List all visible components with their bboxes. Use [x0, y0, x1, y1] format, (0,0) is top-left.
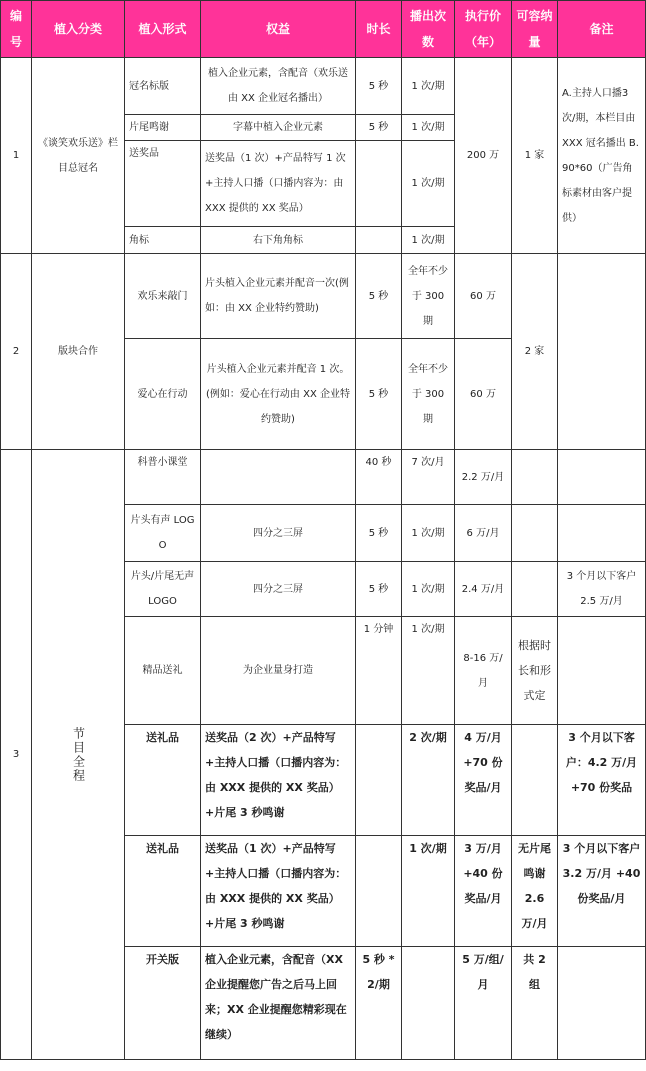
row-capacity [512, 450, 558, 505]
row-notes: 3 个月以下客户 2.5 万/月 [558, 562, 646, 617]
row-duration: 1 分钟 [356, 617, 402, 725]
row-capacity: 无片尾鸣谢 2.6 万/月 [512, 836, 558, 947]
row-notes: 3 个月以下客户：4.2 万/月 +70 份奖品 [558, 725, 646, 836]
header-duration: 时长 [356, 1, 402, 58]
group1-category: 《谈笑欢乐送》栏目总冠名 [32, 58, 125, 254]
row-form: 片头有声 LOGO [125, 505, 201, 562]
row-rights: 片头植入企业元素并配音一次(例如：由 XX 企业特约赞助) [201, 254, 356, 339]
row-airings: 全年不少于 300 期 [402, 254, 455, 339]
row-duration [356, 725, 402, 836]
row-rights: 四分之三屏 [201, 505, 356, 562]
row-price: 5 万/组/月 [455, 947, 512, 1060]
header-notes: 备注 [558, 1, 646, 58]
row-notes [558, 947, 646, 1060]
row-duration [356, 227, 402, 254]
row-form: 片头/片尾无声 LOGO [125, 562, 201, 617]
row-form: 送礼品 [125, 836, 201, 947]
row-rights: 四分之三屏 [201, 562, 356, 617]
row-airings: 7 次/月 [402, 450, 455, 505]
row-form: 冠名标版 [125, 58, 201, 115]
header-no: 编号 [1, 1, 32, 58]
group3-no: 3 [1, 450, 32, 1060]
header-capacity: 可容纳量 [512, 1, 558, 58]
row-form: 欢乐来敲门 [125, 254, 201, 339]
group1-no: 1 [1, 58, 32, 254]
header-row [1, 1, 646, 58]
row-price: 60 万 [455, 339, 512, 450]
row-rights: 片头植入企业元素并配音 1 次。(例如：爱心在行动由 XX 企业特约赞助) [201, 339, 356, 450]
group2-category: 版块合作 [32, 254, 125, 450]
row-capacity [512, 562, 558, 617]
row-rights: 植入企业元素，含配音（欢乐送由 XX 企业冠名播出） [201, 58, 356, 115]
row-price: 2.4 万/月 [455, 562, 512, 617]
row-duration: 40 秒 [356, 450, 402, 505]
row-form: 精品送礼 [125, 617, 201, 725]
row-airings: 1 次/期 [402, 562, 455, 617]
table-row [1, 58, 646, 115]
row-price: 60 万 [455, 254, 512, 339]
group2-notes [558, 254, 646, 450]
row-airings: 1 次/期 [402, 115, 455, 141]
row-duration: 5 秒 [356, 254, 402, 339]
row-airings: 1 次/期 [402, 227, 455, 254]
row-price: 3 万/月 +40 份奖品/月 [455, 836, 512, 947]
row-airings: 1 次/期 [402, 505, 455, 562]
row-airings: 1 次/期 [402, 836, 455, 947]
row-form: 科普小课堂 [125, 450, 201, 505]
table-row [1, 254, 646, 339]
row-notes [558, 505, 646, 562]
row-price: 8-16 万/月 [455, 617, 512, 725]
header-price: 执行价（年） [455, 1, 512, 58]
header-category: 植入分类 [32, 1, 125, 58]
group1-price: 200 万 [455, 58, 512, 254]
row-rights [201, 450, 356, 505]
group1-notes: A.主持人口播3 次/期，本栏目由 XXX 冠名播出 B. 90*60（广告角标素材由客户提供） [558, 58, 646, 254]
row-rights: 字幕中植入企业元素 [201, 115, 356, 141]
row-duration [356, 141, 402, 227]
row-capacity [512, 725, 558, 836]
row-duration: 5 秒 [356, 505, 402, 562]
row-duration: 5 秒 *2/期 [356, 947, 402, 1060]
row-capacity: 根据时长和形式定 [512, 617, 558, 725]
row-duration: 5 秒 [356, 339, 402, 450]
group2-capacity: 2 家 [512, 254, 558, 450]
row-form: 角标 [125, 227, 201, 254]
row-form: 送奖品 [125, 141, 201, 227]
row-capacity: 共 2 组 [512, 947, 558, 1060]
row-rights: 右下角角标 [201, 227, 356, 254]
row-airings: 全年不少于 300 期 [402, 339, 455, 450]
row-duration: 5 秒 [356, 58, 402, 115]
group3-category: 节目全程 [32, 450, 125, 1060]
group2-no: 2 [1, 254, 32, 450]
row-rights: 送奖品（2 次）+产品特写+主持人口播（口播内容为：由 XXX 提供的 XX 奖品）+片尾 3 秒鸣谢 [201, 725, 356, 836]
row-price: 6 万/月 [455, 505, 512, 562]
row-form: 开关版 [125, 947, 201, 1060]
header-airings: 播出次数 [402, 1, 455, 58]
row-notes [558, 450, 646, 505]
row-price: 2.2 万/月 [455, 450, 512, 505]
group1-capacity: 1 家 [512, 58, 558, 254]
row-notes [558, 617, 646, 725]
row-form: 送礼品 [125, 725, 201, 836]
row-rights: 送奖品（1 次）+产品特写 1 次+主持人口播（口播内容为：由 XXX 提供的 XX 奖品） [201, 141, 356, 227]
row-rights: 送奖品（1 次）+产品特写+主持人口播（口播内容为：由 XXX 提供的 XX 奖品）+片尾 3 秒鸣谢 [201, 836, 356, 947]
row-form: 爱心在行动 [125, 339, 201, 450]
row-airings: 1 次/期 [402, 58, 455, 115]
row-notes: 3 个月以下客户 3.2 万/月 +40 份奖品/月 [558, 836, 646, 947]
table-row [1, 450, 646, 505]
row-form: 片尾鸣谢 [125, 115, 201, 141]
row-price: 4 万/月 +70 份奖品/月 [455, 725, 512, 836]
row-duration: 5 秒 [356, 115, 402, 141]
row-airings: 1 次/期 [402, 617, 455, 725]
row-duration [356, 836, 402, 947]
header-form: 植入形式 [125, 1, 201, 58]
header-rights: 权益 [201, 1, 356, 58]
row-airings: 2 次/期 [402, 725, 455, 836]
row-airings [402, 947, 455, 1060]
row-rights: 为企业量身打造 [201, 617, 356, 725]
row-rights: 植入企业元素，含配音（XX 企业提醒您广告之后马上回来；XX 企业提醒您精彩现在继续） [201, 947, 356, 1060]
row-capacity [512, 505, 558, 562]
row-airings: 1 次/期 [402, 141, 455, 227]
row-duration: 5 秒 [356, 562, 402, 617]
